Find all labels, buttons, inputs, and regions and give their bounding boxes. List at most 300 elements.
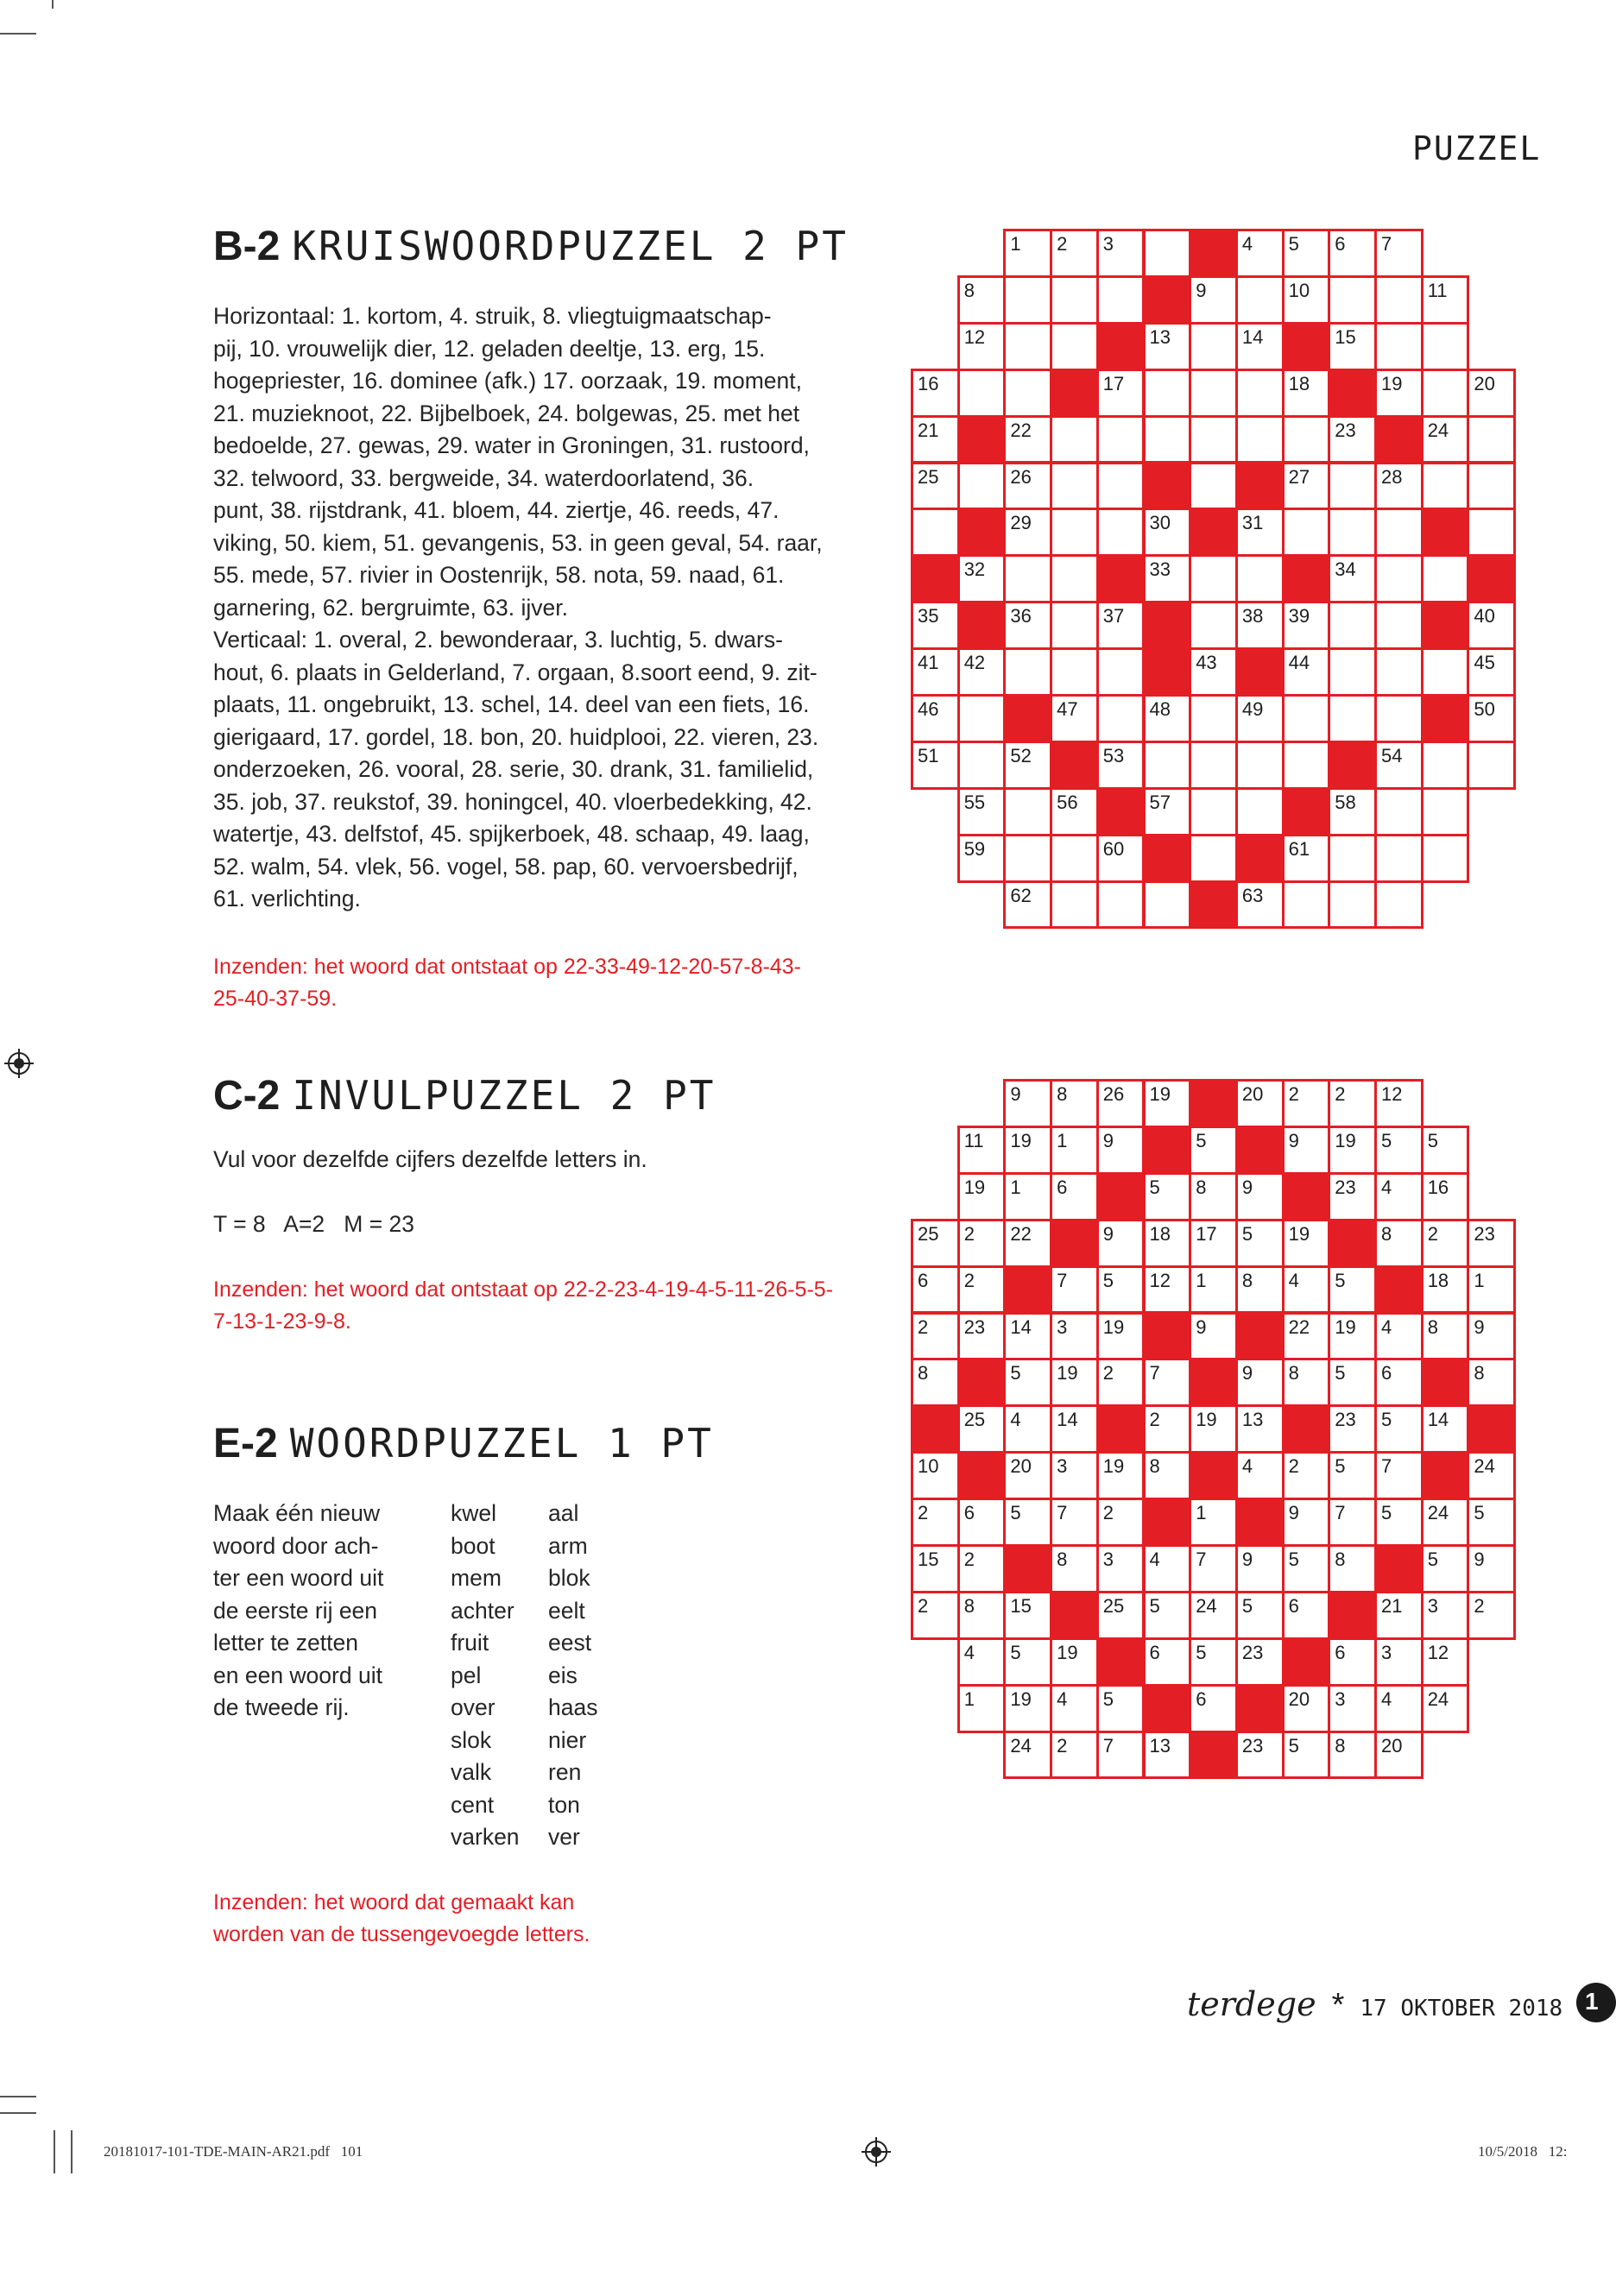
grid-cell[interactable]: 5 — [1328, 1358, 1377, 1407]
grid-cell[interactable] — [1096, 462, 1146, 511]
grid-cell[interactable] — [1003, 787, 1052, 836]
grid-cell[interactable] — [1235, 741, 1285, 790]
grid-cell[interactable]: 18 — [1421, 1265, 1470, 1315]
grid-cell[interactable]: 13 — [1143, 322, 1192, 371]
crop-mark — [0, 33, 36, 35]
grid-cell[interactable]: 25 — [911, 1219, 960, 1268]
grid-cell[interactable] — [1374, 694, 1423, 743]
grid-cell[interactable] — [1189, 694, 1238, 743]
grid-cell[interactable]: 8 — [1050, 1544, 1099, 1593]
grid-cell[interactable]: 23 — [1235, 1637, 1285, 1687]
grid-cell[interactable] — [1189, 462, 1238, 511]
grid-cell[interactable] — [1096, 647, 1146, 697]
grid-cell[interactable]: 20 — [1374, 1731, 1423, 1780]
grid-cell[interactable]: 9 — [1235, 1358, 1285, 1407]
grid-cell[interactable]: 5 — [1282, 229, 1331, 278]
grid-cell[interactable]: 1 — [1189, 1265, 1238, 1315]
grid-cell[interactable]: 26 — [1096, 1079, 1146, 1128]
grid-cell[interactable] — [1189, 369, 1238, 418]
grid-cell[interactable]: 2 — [1282, 1451, 1331, 1500]
grid-cell[interactable] — [1282, 694, 1331, 743]
grid-cell[interactable] — [1050, 601, 1099, 650]
grid-cell[interactable] — [1374, 647, 1423, 697]
grid-cell[interactable]: 2 — [911, 1498, 960, 1547]
grid-cell[interactable]: 56 — [1050, 787, 1099, 836]
grid-cell[interactable]: 2 — [1143, 1404, 1192, 1454]
grid-cell[interactable]: 8 — [1050, 1079, 1099, 1128]
grid-cell[interactable] — [1421, 741, 1470, 790]
grid-cell[interactable]: 14 — [1003, 1312, 1052, 1361]
grid-cell[interactable]: 41 — [911, 647, 960, 697]
grid-cell[interactable]: 4 — [1003, 1404, 1052, 1454]
grid-cell[interactable]: 52 — [1003, 741, 1052, 790]
grid-cell[interactable]: 21 — [1374, 1591, 1423, 1640]
grid-cell[interactable]: 9 — [1235, 1172, 1285, 1221]
grid-cell[interactable] — [1050, 415, 1099, 464]
grid-cell[interactable] — [1003, 554, 1052, 603]
grid-cell[interactable]: 5 — [1374, 1126, 1423, 1175]
grid-cell[interactable] — [1143, 415, 1192, 464]
grid-cell[interactable]: 19 — [1003, 1126, 1052, 1175]
grid-cell[interactable]: 19 — [1282, 1219, 1331, 1268]
grid-cell[interactable]: 15 — [911, 1544, 960, 1593]
grid-cell[interactable]: 20 — [1235, 1079, 1285, 1128]
grid-cell[interactable] — [1235, 369, 1285, 418]
grid-cell[interactable]: 16 — [1421, 1172, 1470, 1221]
grid-cell[interactable]: 50 — [1467, 694, 1516, 743]
grid-cell[interactable] — [1421, 322, 1470, 371]
grid-cell[interactable]: 1 — [1003, 1172, 1052, 1221]
grid-cell[interactable]: 5 — [1235, 1219, 1285, 1268]
grid-cell[interactable]: 24 — [1189, 1591, 1238, 1640]
grid-cell[interactable]: 20 — [1467, 369, 1516, 418]
grid-cell[interactable]: 19 — [1050, 1637, 1099, 1687]
grid-cell[interactable]: 5 — [1096, 1684, 1146, 1733]
grid-cell[interactable]: 25 — [1096, 1591, 1146, 1640]
grid-cell[interactable]: 8 — [1143, 1451, 1192, 1500]
grid-cell[interactable] — [1143, 741, 1192, 790]
grid-cell[interactable]: 23 — [1235, 1731, 1285, 1780]
grid-cell[interactable]: 5 — [1096, 1265, 1146, 1315]
grid-cell[interactable]: 5 — [1374, 1404, 1423, 1454]
grid-cell[interactable]: 9 — [1189, 275, 1238, 325]
grid-cell[interactable]: 5 — [1143, 1591, 1192, 1640]
grid-cell[interactable]: 12 — [1374, 1079, 1423, 1128]
grid-cell[interactable]: 4 — [1050, 1684, 1099, 1733]
grid-cell[interactable]: 63 — [1235, 880, 1285, 930]
grid-cell[interactable]: 2 — [957, 1265, 1007, 1315]
grid-cell[interactable]: 3 — [1096, 229, 1146, 278]
grid-cell[interactable]: 5 — [1003, 1358, 1052, 1407]
grid-cell[interactable] — [1096, 880, 1146, 930]
grid-cell[interactable]: 19 — [1143, 1079, 1192, 1128]
grid-cell[interactable]: 61 — [1282, 834, 1331, 883]
grid-cell[interactable]: 6 — [1282, 1591, 1331, 1640]
grid-cell[interactable]: 1 — [1189, 1498, 1238, 1547]
grid-cell[interactable]: 3 — [1050, 1451, 1099, 1500]
grid-cell[interactable]: 38 — [1235, 601, 1285, 650]
grid-cell[interactable]: 7 — [1189, 1544, 1238, 1593]
grid-cell[interactable] — [1421, 834, 1470, 883]
grid-cell[interactable] — [1374, 554, 1423, 603]
grid-cell[interactable]: 23 — [1467, 1219, 1516, 1268]
grid-cell[interactable]: 12 — [1143, 1265, 1192, 1315]
grid-cell[interactable]: 5 — [1282, 1731, 1331, 1780]
grid-cell[interactable]: 31 — [1235, 508, 1285, 557]
grid-cell[interactable] — [957, 694, 1007, 743]
grid-cell[interactable] — [1050, 554, 1099, 603]
grid-cell[interactable] — [1050, 647, 1099, 697]
grid-cell[interactable]: 60 — [1096, 834, 1146, 883]
grid-cell[interactable]: 53 — [1096, 741, 1146, 790]
grid-cell[interactable]: 24 — [1467, 1451, 1516, 1500]
grid-cell[interactable]: 2 — [1096, 1498, 1146, 1547]
grid-cell[interactable]: 8 — [1189, 1172, 1238, 1221]
grid-cell[interactable]: 25 — [911, 462, 960, 511]
grid-cell[interactable]: 24 — [1003, 1731, 1052, 1780]
grid-cell[interactable]: 10 — [1282, 275, 1331, 325]
grid-cell[interactable]: 2 — [1421, 1219, 1470, 1268]
grid-cell[interactable]: 25 — [957, 1404, 1007, 1454]
grid-cell[interactable]: 4 — [1374, 1172, 1423, 1221]
grid-cell[interactable]: 19 — [957, 1172, 1007, 1221]
grid-cell[interactable] — [1003, 647, 1052, 697]
grid-cell[interactable]: 59 — [957, 834, 1007, 883]
grid-cell[interactable] — [1374, 508, 1423, 557]
grid-cell[interactable]: 19 — [1189, 1404, 1238, 1454]
grid-cell[interactable]: 8 — [1328, 1731, 1377, 1780]
grid-cell[interactable]: 5 — [1374, 1498, 1423, 1547]
grid-cell[interactable]: 9 — [1282, 1126, 1331, 1175]
grid-cell[interactable] — [1421, 647, 1470, 697]
grid-cell[interactable]: 9 — [1096, 1219, 1146, 1268]
grid-cell[interactable]: 13 — [1235, 1404, 1285, 1454]
crop-mark — [71, 2130, 73, 2173]
grid-cell[interactable]: 19 — [1050, 1358, 1099, 1407]
grid-cell[interactable]: 36 — [1003, 601, 1052, 650]
grid-cell[interactable]: 5 — [1467, 1498, 1516, 1547]
grid-cell[interactable]: 2 — [1467, 1591, 1516, 1640]
grid-cell[interactable]: 4 — [957, 1637, 1007, 1687]
grid-cell[interactable] — [1328, 601, 1377, 650]
grid-cell[interactable]: 39 — [1282, 601, 1331, 650]
grid-cell[interactable]: 3 — [1328, 1684, 1377, 1733]
grid-cell[interactable] — [1467, 415, 1516, 464]
grid-cell[interactable]: 5 — [1003, 1637, 1052, 1687]
grid-cell[interactable]: 8 — [1421, 1312, 1470, 1361]
grid-cell[interactable]: 4 — [1282, 1265, 1331, 1315]
grid-cell[interactable]: 7 — [1096, 1731, 1146, 1780]
grid-cell[interactable] — [1374, 787, 1423, 836]
grid-cell[interactable]: 5 — [1189, 1637, 1238, 1687]
grid-block — [1328, 741, 1377, 790]
grid-cell[interactable] — [1328, 462, 1377, 511]
grid-cell[interactable]: 17 — [1096, 369, 1146, 418]
grid-cell[interactable]: 9 — [1096, 1126, 1146, 1175]
grid-cell[interactable]: 5 — [1328, 1451, 1377, 1500]
grid-cell[interactable]: 49 — [1235, 694, 1285, 743]
grid-cell[interactable] — [1235, 415, 1285, 464]
grid-cell[interactable]: 1 — [1003, 229, 1052, 278]
grid-cell[interactable]: 5 — [1235, 1591, 1285, 1640]
grid-cell[interactable]: 8 — [1235, 1265, 1285, 1315]
grid-cell[interactable] — [1050, 462, 1099, 511]
grid-cell[interactable]: 15 — [1003, 1591, 1052, 1640]
grid-cell[interactable] — [1235, 275, 1285, 325]
grid-cell[interactable]: 47 — [1050, 694, 1099, 743]
grid-cell[interactable]: 9 — [1189, 1312, 1238, 1361]
grid-cell[interactable]: 7 — [1374, 1451, 1423, 1500]
grid-cell[interactable] — [1282, 880, 1331, 930]
grid-cell[interactable]: 8 — [957, 275, 1007, 325]
grid-cell[interactable]: 8 — [1374, 1219, 1423, 1268]
grid-cell[interactable]: 4 — [1235, 229, 1285, 278]
grid-cell[interactable] — [1003, 275, 1052, 325]
grid-cell[interactable]: 19 — [1374, 369, 1423, 418]
grid-cell[interactable] — [957, 462, 1007, 511]
grid-cell[interactable]: 18 — [1282, 369, 1331, 418]
grid-cell[interactable]: 20 — [1003, 1451, 1052, 1500]
grid-cell[interactable]: 10 — [911, 1451, 960, 1500]
grid-cell[interactable]: 9 — [1467, 1544, 1516, 1593]
grid-cell[interactable] — [1050, 834, 1099, 883]
grid-cell[interactable]: 5 — [1421, 1544, 1470, 1593]
grid-cell[interactable] — [911, 508, 960, 557]
grid-cell[interactable]: 29 — [1003, 508, 1052, 557]
grid-cell[interactable]: 5 — [1282, 1544, 1331, 1593]
grid-cell[interactable] — [957, 369, 1007, 418]
grid-cell[interactable]: 23 — [957, 1312, 1007, 1361]
grid-cell[interactable]: 58 — [1328, 787, 1377, 836]
grid-cell[interactable] — [1282, 508, 1331, 557]
grid-cell[interactable] — [1189, 741, 1238, 790]
grid-cell[interactable]: 5 — [1328, 1265, 1377, 1315]
grid-cell[interactable]: 9 — [1235, 1544, 1285, 1593]
grid-cell[interactable] — [1328, 275, 1377, 325]
grid-cell[interactable] — [1050, 322, 1099, 371]
grid-cell[interactable]: 2 — [1328, 1079, 1377, 1128]
grid-cell[interactable] — [1421, 369, 1470, 418]
grid-cell[interactable]: 23 — [1328, 1172, 1377, 1221]
grid-cell[interactable]: 7 — [1328, 1498, 1377, 1547]
grid-cell[interactable]: 8 — [957, 1591, 1007, 1640]
grid-cell[interactable]: 1 — [1467, 1265, 1516, 1315]
grid-cell[interactable]: 11 — [957, 1126, 1007, 1175]
grid-cell[interactable]: 19 — [1096, 1451, 1146, 1500]
grid-cell[interactable]: 42 — [957, 647, 1007, 697]
grid-cell[interactable]: 6 — [1328, 229, 1377, 278]
grid-cell[interactable]: 23 — [1328, 1404, 1377, 1454]
grid-cell[interactable]: 7 — [1050, 1498, 1099, 1547]
grid-cell[interactable]: 4 — [1235, 1451, 1285, 1500]
grid-cell[interactable]: 2 — [911, 1591, 960, 1640]
grid-cell[interactable] — [1003, 369, 1052, 418]
grid-cell[interactable] — [1328, 647, 1377, 697]
grid-cell[interactable] — [1189, 322, 1238, 371]
grid-cell[interactable]: 8 — [1467, 1358, 1516, 1407]
grid-cell[interactable]: 19 — [1096, 1312, 1146, 1361]
grid-cell[interactable] — [1467, 741, 1516, 790]
grid-cell[interactable]: 2 — [957, 1544, 1007, 1593]
grid-cell[interactable]: 34 — [1328, 554, 1377, 603]
grid-cell[interactable]: 9 — [1003, 1079, 1052, 1128]
grid-cell[interactable]: 19 — [1003, 1684, 1052, 1733]
grid-cell[interactable]: 48 — [1143, 694, 1192, 743]
grid-cell[interactable]: 20 — [1282, 1684, 1331, 1733]
grid-cell[interactable] — [1374, 880, 1423, 930]
grid-cell[interactable]: 30 — [1143, 508, 1192, 557]
grid-cell[interactable]: 7 — [1374, 229, 1423, 278]
grid-cell[interactable]: 15 — [1328, 322, 1377, 371]
grid-cell[interactable] — [957, 741, 1007, 790]
grid-cell[interactable]: 55 — [957, 787, 1007, 836]
grid-cell[interactable]: 6 — [1143, 1637, 1192, 1687]
grid-cell[interactable]: 6 — [1189, 1684, 1238, 1733]
grid-cell[interactable]: 8 — [1282, 1358, 1331, 1407]
grid-cell[interactable]: 17 — [1189, 1219, 1238, 1268]
grid-cell[interactable]: 22 — [1003, 1219, 1052, 1268]
grid-cell[interactable] — [1050, 880, 1099, 930]
grid-cell[interactable]: 2 — [1050, 229, 1099, 278]
grid-cell[interactable]: 24 — [1421, 415, 1470, 464]
grid-cell[interactable] — [1189, 834, 1238, 883]
grid-cell[interactable] — [1374, 275, 1423, 325]
grid-cell[interactable]: 62 — [1003, 880, 1052, 930]
grid-cell[interactable]: 5 — [1003, 1498, 1052, 1547]
grid-cell[interactable] — [1328, 834, 1377, 883]
grid-cell[interactable]: 46 — [911, 694, 960, 743]
grid-cell[interactable]: 24 — [1421, 1498, 1470, 1547]
grid-cell[interactable] — [1235, 554, 1285, 603]
grid-cell[interactable]: 27 — [1282, 462, 1331, 511]
grid-cell[interactable] — [1282, 415, 1331, 464]
grid-cell[interactable]: 45 — [1467, 647, 1516, 697]
grid-cell[interactable]: 2 — [1050, 1731, 1099, 1780]
grid-cell[interactable] — [1421, 554, 1470, 603]
grid-cell[interactable]: 28 — [1374, 462, 1423, 511]
grid-cell[interactable]: 13 — [1143, 1731, 1192, 1780]
grid-cell[interactable] — [1096, 275, 1146, 325]
grid-cell[interactable]: 7 — [1143, 1358, 1192, 1407]
grid-cell[interactable]: 8 — [911, 1358, 960, 1407]
grid-cell[interactable] — [1143, 229, 1192, 278]
grid-cell[interactable]: 1 — [1050, 1126, 1099, 1175]
grid-cell[interactable]: 14 — [1421, 1404, 1470, 1454]
grid-cell[interactable]: 6 — [911, 1265, 960, 1315]
grid-cell[interactable]: 1 — [957, 1684, 1007, 1733]
grid-cell[interactable] — [1050, 508, 1099, 557]
grid-cell[interactable]: 6 — [1374, 1358, 1423, 1407]
grid-cell[interactable]: 18 — [1143, 1219, 1192, 1268]
grid-cell[interactable]: 37 — [1096, 601, 1146, 650]
grid-cell[interactable]: 5 — [1421, 1126, 1470, 1175]
grid-cell[interactable]: 2 — [911, 1312, 960, 1361]
grid-cell[interactable] — [1282, 741, 1331, 790]
grid-cell[interactable] — [1003, 834, 1052, 883]
grid-cell[interactable] — [1328, 880, 1377, 930]
grid-cell[interactable]: 44 — [1282, 647, 1331, 697]
grid-cell[interactable] — [1467, 508, 1516, 557]
grid-cell[interactable]: 32 — [957, 554, 1007, 603]
grid-cell[interactable]: 5 — [1189, 1126, 1238, 1175]
grid-cell[interactable]: 12 — [1421, 1637, 1470, 1687]
grid-cell[interactable]: 2 — [957, 1219, 1007, 1268]
grid-cell[interactable]: 4 — [1143, 1544, 1192, 1593]
grid-cell[interactable] — [1003, 322, 1052, 371]
grid-cell[interactable]: 14 — [1235, 322, 1285, 371]
grid-cell[interactable]: 35 — [911, 601, 960, 650]
grid-cell[interactable]: 2 — [1096, 1358, 1146, 1407]
grid-cell[interactable] — [1328, 508, 1377, 557]
grid-cell[interactable] — [1374, 601, 1423, 650]
grid-cell[interactable]: 40 — [1467, 601, 1516, 650]
grid-cell[interactable]: 19 — [1328, 1312, 1377, 1361]
grid-cell[interactable]: 6 — [1050, 1172, 1099, 1221]
grid-cell[interactable] — [1328, 694, 1377, 743]
grid-cell[interactable] — [1189, 415, 1238, 464]
grid-cell[interactable]: 2 — [1282, 1079, 1331, 1128]
grid-cell[interactable]: 6 — [1328, 1637, 1377, 1687]
grid-cell[interactable]: 51 — [911, 741, 960, 790]
grid-cell[interactable]: 3 — [1096, 1544, 1146, 1593]
grid-cell[interactable]: 9 — [1282, 1498, 1331, 1547]
grid-cell[interactable]: 16 — [911, 369, 960, 418]
grid-cell[interactable]: 9 — [1467, 1312, 1516, 1361]
grid-cell[interactable]: 26 — [1003, 462, 1052, 511]
grid-cell[interactable] — [1050, 275, 1099, 325]
grid-cell[interactable]: 3 — [1050, 1312, 1099, 1361]
grid-cell[interactable]: 21 — [911, 415, 960, 464]
grid-cell[interactable]: 4 — [1374, 1312, 1423, 1361]
grid-cell[interactable]: 7 — [1050, 1265, 1099, 1315]
grid-cell[interactable] — [1096, 694, 1146, 743]
grid-cell[interactable]: 3 — [1421, 1591, 1470, 1640]
grid-cell[interactable] — [1374, 834, 1423, 883]
grid-cell[interactable] — [1143, 369, 1192, 418]
crop-mark — [52, 0, 54, 9]
grid-cell[interactable] — [1143, 880, 1192, 930]
grid-cell[interactable] — [1421, 462, 1470, 511]
grid-cell[interactable] — [1189, 601, 1238, 650]
grid-cell[interactable]: 33 — [1143, 554, 1192, 603]
grid-cell[interactable]: 54 — [1374, 741, 1423, 790]
grid-cell[interactable] — [1189, 554, 1238, 603]
grid-cell[interactable]: 19 — [1328, 1126, 1377, 1175]
grid-cell[interactable]: 6 — [957, 1498, 1007, 1547]
grid-cell[interactable]: 23 — [1328, 415, 1377, 464]
grid-cell[interactable] — [1096, 415, 1146, 464]
grid-cell[interactable] — [1421, 787, 1470, 836]
grid-cell[interactable]: 12 — [957, 322, 1007, 371]
grid-cell[interactable]: 57 — [1143, 787, 1192, 836]
grid-cell[interactable] — [1189, 787, 1238, 836]
grid-cell[interactable] — [1096, 508, 1146, 557]
grid-cell[interactable] — [1235, 787, 1285, 836]
grid-cell[interactable]: 14 — [1050, 1404, 1099, 1454]
grid-cell[interactable]: 3 — [1374, 1637, 1423, 1687]
grid-cell[interactable]: 5 — [1143, 1172, 1192, 1221]
grid-cell[interactable]: 43 — [1189, 647, 1238, 697]
grid-cell[interactable]: 11 — [1421, 275, 1470, 325]
grid-cell[interactable]: 8 — [1328, 1544, 1377, 1593]
grid-cell[interactable]: 4 — [1374, 1684, 1423, 1733]
grid-cell[interactable] — [1374, 322, 1423, 371]
grid-cell[interactable] — [1467, 462, 1516, 511]
grid-block — [1143, 1684, 1192, 1733]
grid-cell[interactable]: 22 — [1003, 415, 1052, 464]
grid-cell[interactable]: 24 — [1421, 1684, 1470, 1733]
grid-cell[interactable]: 22 — [1282, 1312, 1331, 1361]
